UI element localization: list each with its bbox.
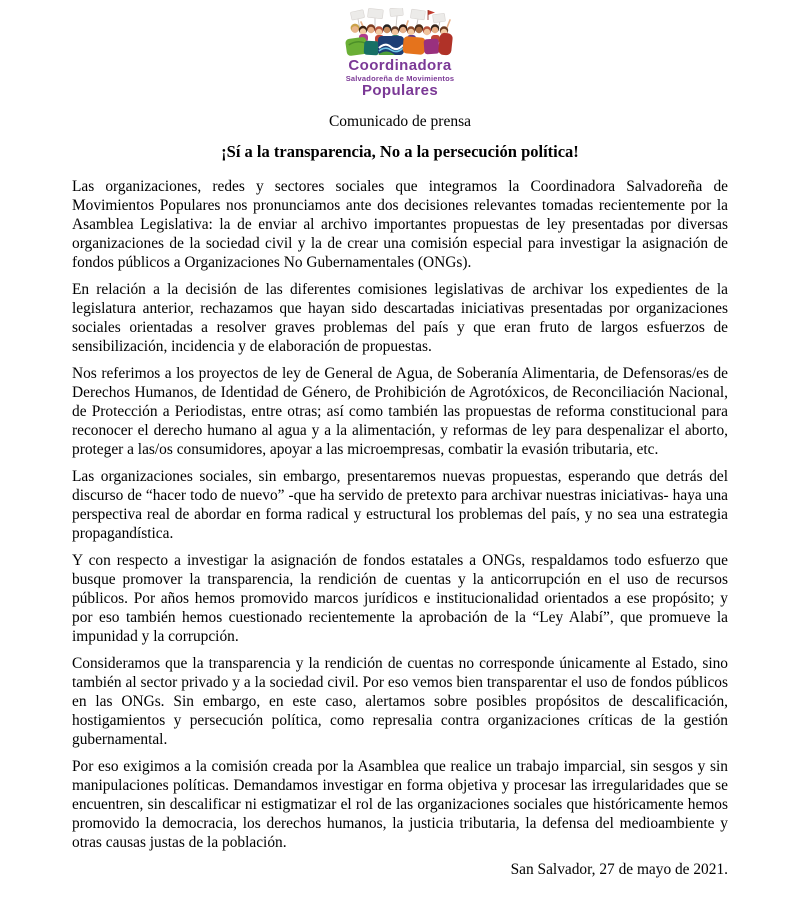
paragraph-6: Consideramos que la transparencia y la rendición de cuentas no corresponde únicamente al Estado, sino también al sector privado y a la sociedad civil. Por eso vemos bien transparentar el uso de fondos públicos en las ONGs. Sin embargo, en este caso, alertamos sobre posibles propósitos de descalificación, hostigamientos y persecución política, como represalia contra organizaciones críticas de la gestión gubernamental. <box>72 655 728 748</box>
paragraph-5: Y con respecto a investigar la asignación de fondos estatales a ONGs, respaldamos todo esfuerzo que busque promover la transparencia, la rendición de cuentas y la anticorrupción en el uso de recursos públicos. Por años hemos promovido marcos jurídicos e institucionalidad orientados a ese propósito; y por eso también hemos cuestionado recientemente la aprobación de la “Ley Alabí”, que promueve la impunidad y la corrupción. <box>72 552 728 645</box>
paragraph-1: Las organizaciones, redes y sectores sociales que integramos la Coordinadora Salvadoreña de Movimientos Populares nos pronunciamos ante dos decisiones relevantes tomadas recientemente por la Asamblea Legislativa: la de enviar al archivo importantes propuestas de ley presentadas por diversas organizaciones de la sociedad civil y la de crear una comisión especial para investigar la asignación de fondos públicos a Organizaciones No Gubernamentales (ONGs). <box>72 178 728 271</box>
paragraph-2: En relación a la decisión de las diferentes comisiones legislativas de archivar los expedientes de la legislatura anterior, rechazamos que hayan sido descartadas iniciativas presentadas por organizaciones sociales orientadas a resolver graves problemas del país y que eran fruto de largos esfuerzos de sensibilización, incidencia y de elaboración de propuestas. <box>72 281 728 355</box>
paragraph-3: Nos referimos a los proyectos de ley de General de Agua, de Soberanía Alimentaria, de Defensoras/es de Derechos Humanos, de Identidad de Género, de Prohibición de Agrotóxicos, de Reconciliación Nacional, de Protección a Periodistas, entre otras; así como también las propuestas de reforma constitucional para reconocer el derecho humano al agua y a la alimentación, y reformas de ley para despenalizar el aborto, proteger a las/os consumidores, apoyar a las microempresas, combatir la evasión tributaria, etc. <box>72 365 728 458</box>
logo-subtitle: Salvadoreña de Movimientos <box>345 73 455 83</box>
document-kicker: Comunicado de prensa <box>328 113 472 130</box>
logo-title-coordinadora: Coordinadora <box>348 57 452 74</box>
paragraph-4: Las organizaciones sociales, sin embargo, presentaremos nuevas propuestas, esperando que detrás del discurso de “hacer todo de nuevo” -que ha servido de pretexto para archivar nuestras iniciativas- haya una perspectiva real de abordar en forma radical y estructural los problemas del país, y no sea una estrategia propagandística. <box>72 468 728 542</box>
logo-title-populares: Populares <box>361 82 439 100</box>
document-headline: ¡Sí a la transparencia, No a la persecución política! <box>221 142 579 161</box>
org-logo <box>335 8 465 99</box>
document-body <box>72 177 728 879</box>
flag-icon <box>428 10 435 15</box>
logo-crowd-illustration <box>345 8 455 58</box>
paragraph-7: Por eso exigimos a la comisión creada por la Asamblea que realice un trabajo imparcial, sin sesgos y sin manipulaciones políticas. Demandamos investigar en forma objetiva y procesar las irregularidades que se encuentren, sin descalificar ni estigmatizar el rol de las organizaciones sociales que históricamente hemos promovido la democracia, los derechos humanos, la justicia tributaria, la defensa del medioambiente y otras causas justas de la población. <box>72 758 728 851</box>
dateline: San Salvador, 27 de mayo de 2021. <box>510 861 728 878</box>
